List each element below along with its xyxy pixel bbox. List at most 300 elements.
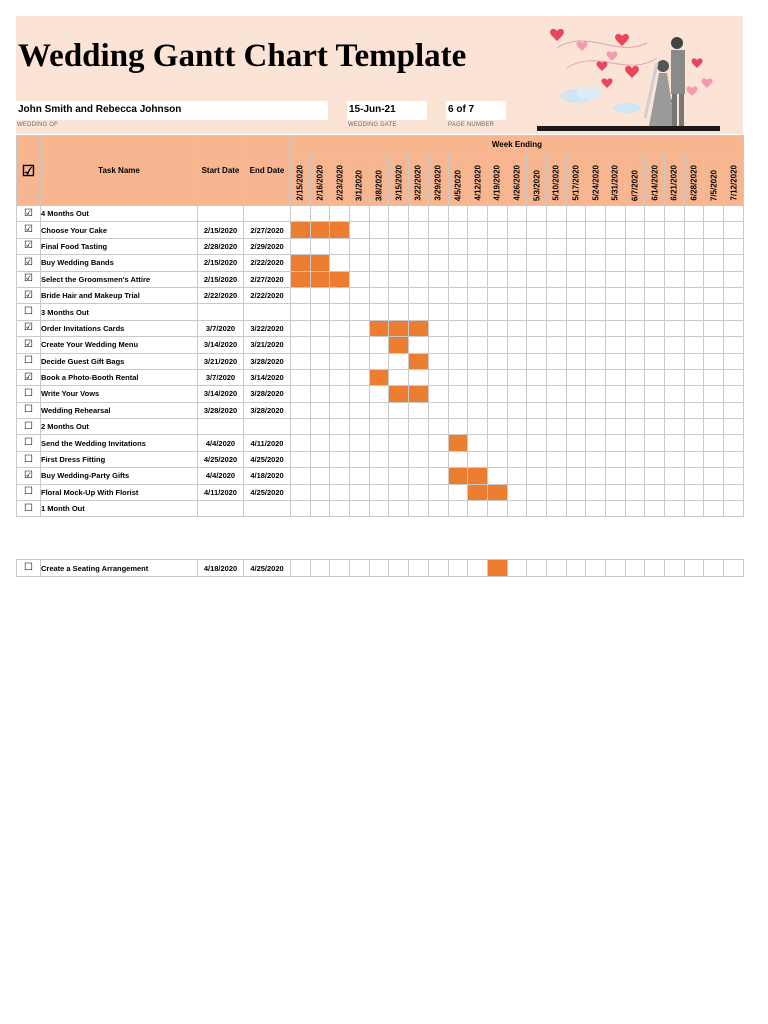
gantt-bar-cell <box>310 222 330 238</box>
week-cell <box>546 501 566 517</box>
week-cell <box>507 435 527 451</box>
start-date-cell[interactable]: 2/22/2020 <box>198 287 244 303</box>
week-cell <box>448 386 468 402</box>
start-date-cell[interactable]: 4/18/2020 <box>198 560 244 577</box>
start-date-header: Start Date <box>198 136 244 206</box>
week-date-label: 6/28/2020 <box>689 165 699 201</box>
week-cell <box>527 238 547 254</box>
week-cell <box>645 255 665 271</box>
task-row <box>17 222 744 238</box>
task-name-cell[interactable]: Final Food Tasting <box>41 238 198 254</box>
week-cell <box>645 468 665 484</box>
task-name-cell[interactable]: Buy Wedding Bands <box>41 255 198 271</box>
week-cell <box>428 501 448 517</box>
week-cell <box>527 402 547 418</box>
task-name-cell[interactable]: Create a Seating Arrangement <box>41 560 198 577</box>
week-cell <box>527 560 547 577</box>
week-cell <box>665 451 685 467</box>
week-cell <box>487 320 507 336</box>
unchecked-checkbox-icon[interactable]: ☐ <box>17 419 41 435</box>
task-name-cell[interactable]: Choose Your Cake <box>41 222 198 238</box>
gantt-bar-cell <box>448 435 468 451</box>
week-cell <box>487 222 507 238</box>
week-date-label: 2/16/2020 <box>315 165 325 201</box>
week-cell <box>625 222 645 238</box>
week-cell <box>468 238 488 254</box>
week-date-label: 6/14/2020 <box>650 165 660 201</box>
week-cell <box>684 369 704 385</box>
week-cell <box>625 501 645 517</box>
end-date-cell[interactable]: 2/29/2020 <box>244 238 291 254</box>
week-cell <box>586 238 606 254</box>
start-date-cell[interactable]: 3/14/2020 <box>198 337 244 353</box>
week-cell <box>665 304 685 320</box>
week-cell <box>468 402 488 418</box>
week-cell <box>704 255 724 271</box>
week-cell <box>507 386 527 402</box>
task-row <box>17 255 744 271</box>
week-cell <box>606 353 626 369</box>
week-cell <box>665 419 685 435</box>
week-cell <box>448 206 468 222</box>
section-row <box>17 206 744 222</box>
week-cell <box>684 304 704 320</box>
week-cell <box>566 484 586 500</box>
week-cell <box>546 255 566 271</box>
task-row <box>17 320 744 336</box>
week-date-label: 5/10/2020 <box>551 165 561 201</box>
week-cell <box>428 337 448 353</box>
task-name-cell[interactable]: Create Your Wedding Menu <box>41 337 198 353</box>
week-cell <box>468 206 488 222</box>
page-number-field[interactable]: 6 of 7 <box>446 101 506 120</box>
week-cell <box>625 386 645 402</box>
task-name-cell[interactable]: Wedding Rehearsal <box>41 402 198 418</box>
gantt-bar-cell <box>291 255 311 271</box>
section-label[interactable]: 4 Months Out <box>41 206 198 222</box>
week-cell <box>527 255 547 271</box>
week-cell <box>507 501 527 517</box>
start-date-cell[interactable]: 3/7/2020 <box>198 369 244 385</box>
gantt-bar-cell <box>330 271 350 287</box>
week-cell <box>389 419 409 435</box>
week-cell <box>724 501 744 517</box>
start-date-cell[interactable] <box>198 304 244 320</box>
week-cell <box>350 501 370 517</box>
week-cell <box>625 320 645 336</box>
week-cell <box>389 560 409 577</box>
start-date-cell[interactable] <box>198 419 244 435</box>
week-cell <box>645 419 665 435</box>
week-cell <box>507 419 527 435</box>
start-date-cell[interactable]: 2/15/2020 <box>198 271 244 287</box>
week-cell <box>350 484 370 500</box>
week-cell <box>330 419 350 435</box>
end-date-cell[interactable]: 4/18/2020 <box>244 468 291 484</box>
week-cell <box>369 271 389 287</box>
week-cell <box>487 419 507 435</box>
week-cell <box>389 287 409 303</box>
week-cell <box>645 206 665 222</box>
week-cell <box>389 271 409 287</box>
week-cell <box>606 337 626 353</box>
week-cell <box>369 353 389 369</box>
checked-checkbox-icon[interactable]: ☑ <box>17 468 41 484</box>
week-header-cell <box>369 154 389 206</box>
week-cell <box>350 206 370 222</box>
start-date-cell[interactable]: 2/28/2020 <box>198 238 244 254</box>
checked-checkbox-icon[interactable]: ☑ <box>17 287 41 303</box>
end-date-cell[interactable]: 4/25/2020 <box>244 560 291 577</box>
start-date-cell[interactable]: 3/7/2020 <box>198 320 244 336</box>
week-cell <box>507 468 527 484</box>
week-cell <box>330 238 350 254</box>
week-cell <box>507 304 527 320</box>
week-cell <box>369 468 389 484</box>
week-cell <box>389 353 409 369</box>
checked-checkbox-icon[interactable]: ☑ <box>17 206 41 222</box>
end-date-cell[interactable]: 2/22/2020 <box>244 287 291 303</box>
task-name-cell[interactable]: Send the Wedding Invitations <box>41 435 198 451</box>
week-cell <box>350 222 370 238</box>
week-cell <box>704 560 724 577</box>
task-name-cell[interactable]: Select the Groomsmen's Attire <box>41 271 198 287</box>
week-cell <box>428 304 448 320</box>
week-cell <box>704 238 724 254</box>
week-cell <box>704 287 724 303</box>
week-cell <box>665 238 685 254</box>
week-cell <box>507 369 527 385</box>
week-cell <box>310 206 330 222</box>
section-label[interactable]: 2 Months Out <box>41 419 198 435</box>
task-name-cell[interactable]: Write Your Vows <box>41 386 198 402</box>
end-date-cell[interactable]: 3/14/2020 <box>244 369 291 385</box>
week-cell <box>724 451 744 467</box>
week-cell <box>665 484 685 500</box>
week-cell <box>330 304 350 320</box>
week-cell <box>724 386 744 402</box>
week-cell <box>566 353 586 369</box>
end-date-cell[interactable]: 3/21/2020 <box>244 337 291 353</box>
start-date-cell[interactable] <box>198 501 244 517</box>
week-cell <box>684 451 704 467</box>
week-cell <box>507 451 527 467</box>
week-cell <box>724 287 744 303</box>
task-name-cell[interactable]: Decide Guest Gift Bags <box>41 353 198 369</box>
extra-task-table <box>16 559 744 577</box>
week-cell <box>625 468 645 484</box>
week-date-label: 3/1/2020 <box>354 169 364 201</box>
start-date-cell[interactable]: 3/14/2020 <box>198 386 244 402</box>
week-cell <box>310 560 330 577</box>
week-cell <box>606 484 626 500</box>
checked-checkbox-icon[interactable]: ☑ <box>17 337 41 353</box>
week-cell <box>409 501 429 517</box>
week-cell <box>507 337 527 353</box>
week-header-cell <box>468 154 488 206</box>
week-cell <box>704 386 724 402</box>
week-cell <box>330 501 350 517</box>
week-cell <box>330 353 350 369</box>
week-cell <box>546 353 566 369</box>
end-date-cell[interactable]: 2/27/2020 <box>244 271 291 287</box>
end-date-cell[interactable]: 4/25/2020 <box>244 484 291 500</box>
end-date-cell[interactable] <box>244 419 291 435</box>
gantt-bar-cell <box>310 255 330 271</box>
unchecked-checkbox-icon[interactable]: ☐ <box>17 435 41 451</box>
unchecked-checkbox-icon[interactable]: ☐ <box>17 451 41 467</box>
end-date-cell[interactable]: 3/28/2020 <box>244 386 291 402</box>
task-row <box>17 468 744 484</box>
week-cell <box>428 402 448 418</box>
week-cell <box>330 468 350 484</box>
end-date-cell[interactable] <box>244 206 291 222</box>
section-label[interactable]: 1 Month Out <box>41 501 198 517</box>
week-cell <box>330 435 350 451</box>
week-cell <box>606 320 626 336</box>
week-cell <box>350 255 370 271</box>
week-date-label: 4/5/2020 <box>453 169 463 201</box>
week-cell <box>645 304 665 320</box>
week-cell <box>625 255 645 271</box>
week-cell <box>350 468 370 484</box>
week-cell <box>369 238 389 254</box>
week-cell <box>448 501 468 517</box>
start-date-cell[interactable]: 3/28/2020 <box>198 402 244 418</box>
week-cell <box>586 560 606 577</box>
week-cell <box>507 484 527 500</box>
week-cell <box>645 501 665 517</box>
end-date-cell[interactable]: 3/28/2020 <box>244 402 291 418</box>
week-cell <box>291 451 311 467</box>
checked-checkbox-icon[interactable]: ☑ <box>17 255 41 271</box>
unchecked-checkbox-icon[interactable]: ☐ <box>17 402 41 418</box>
week-header-cell <box>428 154 448 206</box>
week-cell <box>645 320 665 336</box>
week-cell <box>291 560 311 577</box>
week-cell <box>291 337 311 353</box>
week-cell <box>665 271 685 287</box>
task-name-cell[interactable]: Floral Mock-Up With Florist <box>41 484 198 500</box>
week-cell <box>428 238 448 254</box>
week-ending-header: Week Ending <box>291 136 744 154</box>
week-cell <box>507 320 527 336</box>
week-cell <box>527 353 547 369</box>
week-cell <box>724 255 744 271</box>
week-header-cell <box>291 154 311 206</box>
week-cell <box>369 337 389 353</box>
week-cell <box>428 369 448 385</box>
week-date-label: 5/17/2020 <box>571 165 581 201</box>
week-cell <box>586 402 606 418</box>
week-cell <box>625 451 645 467</box>
task-row <box>17 386 744 402</box>
week-cell <box>428 560 448 577</box>
week-cell <box>724 468 744 484</box>
end-date-cell[interactable]: 2/27/2020 <box>244 222 291 238</box>
task-name-cell[interactable]: Order Invitations Cards <box>41 320 198 336</box>
end-date-cell[interactable]: 2/22/2020 <box>244 255 291 271</box>
task-row <box>17 353 744 369</box>
start-date-cell[interactable]: 4/4/2020 <box>198 435 244 451</box>
week-cell <box>566 320 586 336</box>
week-cell <box>310 337 330 353</box>
checked-checkbox-icon[interactable]: ☑ <box>17 238 41 254</box>
task-row <box>17 238 744 254</box>
week-cell <box>724 271 744 287</box>
week-cell <box>684 560 704 577</box>
week-cell <box>625 402 645 418</box>
week-cell <box>586 222 606 238</box>
unchecked-checkbox-icon[interactable]: ☐ <box>17 484 41 500</box>
week-cell <box>350 353 370 369</box>
week-cell <box>291 501 311 517</box>
week-cell <box>606 369 626 385</box>
unchecked-checkbox-icon[interactable]: ☐ <box>17 386 41 402</box>
week-cell <box>645 402 665 418</box>
gantt-bar-cell <box>389 386 409 402</box>
week-header-cell <box>586 154 606 206</box>
checked-checkbox-icon[interactable]: ☑ <box>17 222 41 238</box>
week-cell <box>645 271 665 287</box>
week-cell <box>665 353 685 369</box>
week-cell <box>310 287 330 303</box>
gantt-bar-cell <box>330 222 350 238</box>
week-cell <box>350 238 370 254</box>
week-cell <box>566 419 586 435</box>
week-cell <box>448 337 468 353</box>
week-cell <box>684 337 704 353</box>
gantt-bar-cell <box>369 320 389 336</box>
end-date-cell[interactable] <box>244 501 291 517</box>
task-name-cell[interactable]: First Dress Fitting <box>41 451 198 467</box>
week-cell <box>291 206 311 222</box>
week-cell <box>566 501 586 517</box>
week-cell <box>645 451 665 467</box>
unchecked-checkbox-icon[interactable]: ☐ <box>17 304 41 320</box>
week-cell <box>566 238 586 254</box>
week-cell <box>566 271 586 287</box>
task-name-cell[interactable]: Bride Hair and Makeup Trial <box>41 287 198 303</box>
week-header-cell <box>350 154 370 206</box>
week-cell <box>546 435 566 451</box>
week-date-label: 6/21/2020 <box>669 165 679 201</box>
week-cell <box>389 238 409 254</box>
week-cell <box>468 255 488 271</box>
week-cell <box>625 238 645 254</box>
week-cell <box>527 337 547 353</box>
week-cell <box>724 222 744 238</box>
week-cell <box>350 419 370 435</box>
start-date-cell[interactable]: 4/4/2020 <box>198 468 244 484</box>
week-cell <box>389 222 409 238</box>
week-cell <box>409 419 429 435</box>
week-cell <box>527 501 547 517</box>
week-cell <box>546 222 566 238</box>
task-name-cell[interactable]: Book a Photo-Booth Rental <box>41 369 198 385</box>
week-cell <box>448 402 468 418</box>
week-cell <box>684 206 704 222</box>
week-cell <box>566 386 586 402</box>
start-date-cell[interactable]: 2/15/2020 <box>198 222 244 238</box>
week-cell <box>428 222 448 238</box>
checked-checkbox-icon[interactable]: ☑ <box>17 369 41 385</box>
end-date-cell[interactable] <box>244 304 291 320</box>
week-cell <box>409 369 429 385</box>
end-date-cell[interactable]: 4/25/2020 <box>244 451 291 467</box>
end-date-cell[interactable]: 4/11/2020 <box>244 435 291 451</box>
week-cell <box>310 353 330 369</box>
week-cell <box>625 419 645 435</box>
week-cell <box>586 484 606 500</box>
week-cell <box>507 353 527 369</box>
week-cell <box>409 287 429 303</box>
week-cell <box>546 419 566 435</box>
week-cell <box>625 206 645 222</box>
week-cell <box>487 271 507 287</box>
wedding-date-field[interactable]: 15-Jun-21 <box>347 101 427 120</box>
section-row <box>17 419 744 435</box>
week-cell <box>625 304 645 320</box>
couple-names-field[interactable]: John Smith and Rebecca Johnson <box>16 101 328 120</box>
week-cell <box>428 287 448 303</box>
gantt-bar-cell <box>468 468 488 484</box>
task-name-cell[interactable]: Buy Wedding-Party Gifts <box>41 468 198 484</box>
week-cell <box>389 451 409 467</box>
week-cell <box>291 484 311 500</box>
start-date-cell[interactable]: 3/21/2020 <box>198 353 244 369</box>
week-cell <box>310 451 330 467</box>
start-date-cell[interactable]: 4/11/2020 <box>198 484 244 500</box>
week-cell <box>409 238 429 254</box>
start-date-cell[interactable] <box>198 206 244 222</box>
week-cell <box>369 255 389 271</box>
start-date-cell[interactable]: 4/25/2020 <box>198 451 244 467</box>
section-label[interactable]: 3 Months Out <box>41 304 198 320</box>
week-cell <box>428 271 448 287</box>
week-cell <box>409 271 429 287</box>
week-cell <box>665 386 685 402</box>
week-cell <box>350 271 370 287</box>
week-cell <box>724 206 744 222</box>
week-cell <box>369 287 389 303</box>
end-date-cell[interactable]: 3/28/2020 <box>244 353 291 369</box>
week-cell <box>625 353 645 369</box>
week-cell <box>586 206 606 222</box>
start-date-cell[interactable]: 2/15/2020 <box>198 255 244 271</box>
week-cell <box>350 337 370 353</box>
week-cell <box>389 501 409 517</box>
end-date-cell[interactable]: 3/22/2020 <box>244 320 291 336</box>
unchecked-checkbox-icon[interactable]: ☐ <box>17 501 41 517</box>
week-cell <box>586 386 606 402</box>
week-cell <box>350 369 370 385</box>
week-header-cell <box>310 154 330 206</box>
week-cell <box>428 353 448 369</box>
unchecked-checkbox-icon[interactable]: ☐ <box>17 353 41 369</box>
week-cell <box>546 238 566 254</box>
week-cell <box>665 468 685 484</box>
unchecked-checkbox-icon[interactable]: ☐ <box>17 560 41 577</box>
checked-checkbox-icon[interactable]: ☑ <box>17 271 41 287</box>
week-cell <box>291 304 311 320</box>
week-cell <box>665 255 685 271</box>
week-header-cell <box>546 154 566 206</box>
week-cell <box>586 468 606 484</box>
week-cell <box>468 369 488 385</box>
week-cell <box>724 238 744 254</box>
checked-checkbox-icon[interactable]: ☑ <box>17 320 41 336</box>
